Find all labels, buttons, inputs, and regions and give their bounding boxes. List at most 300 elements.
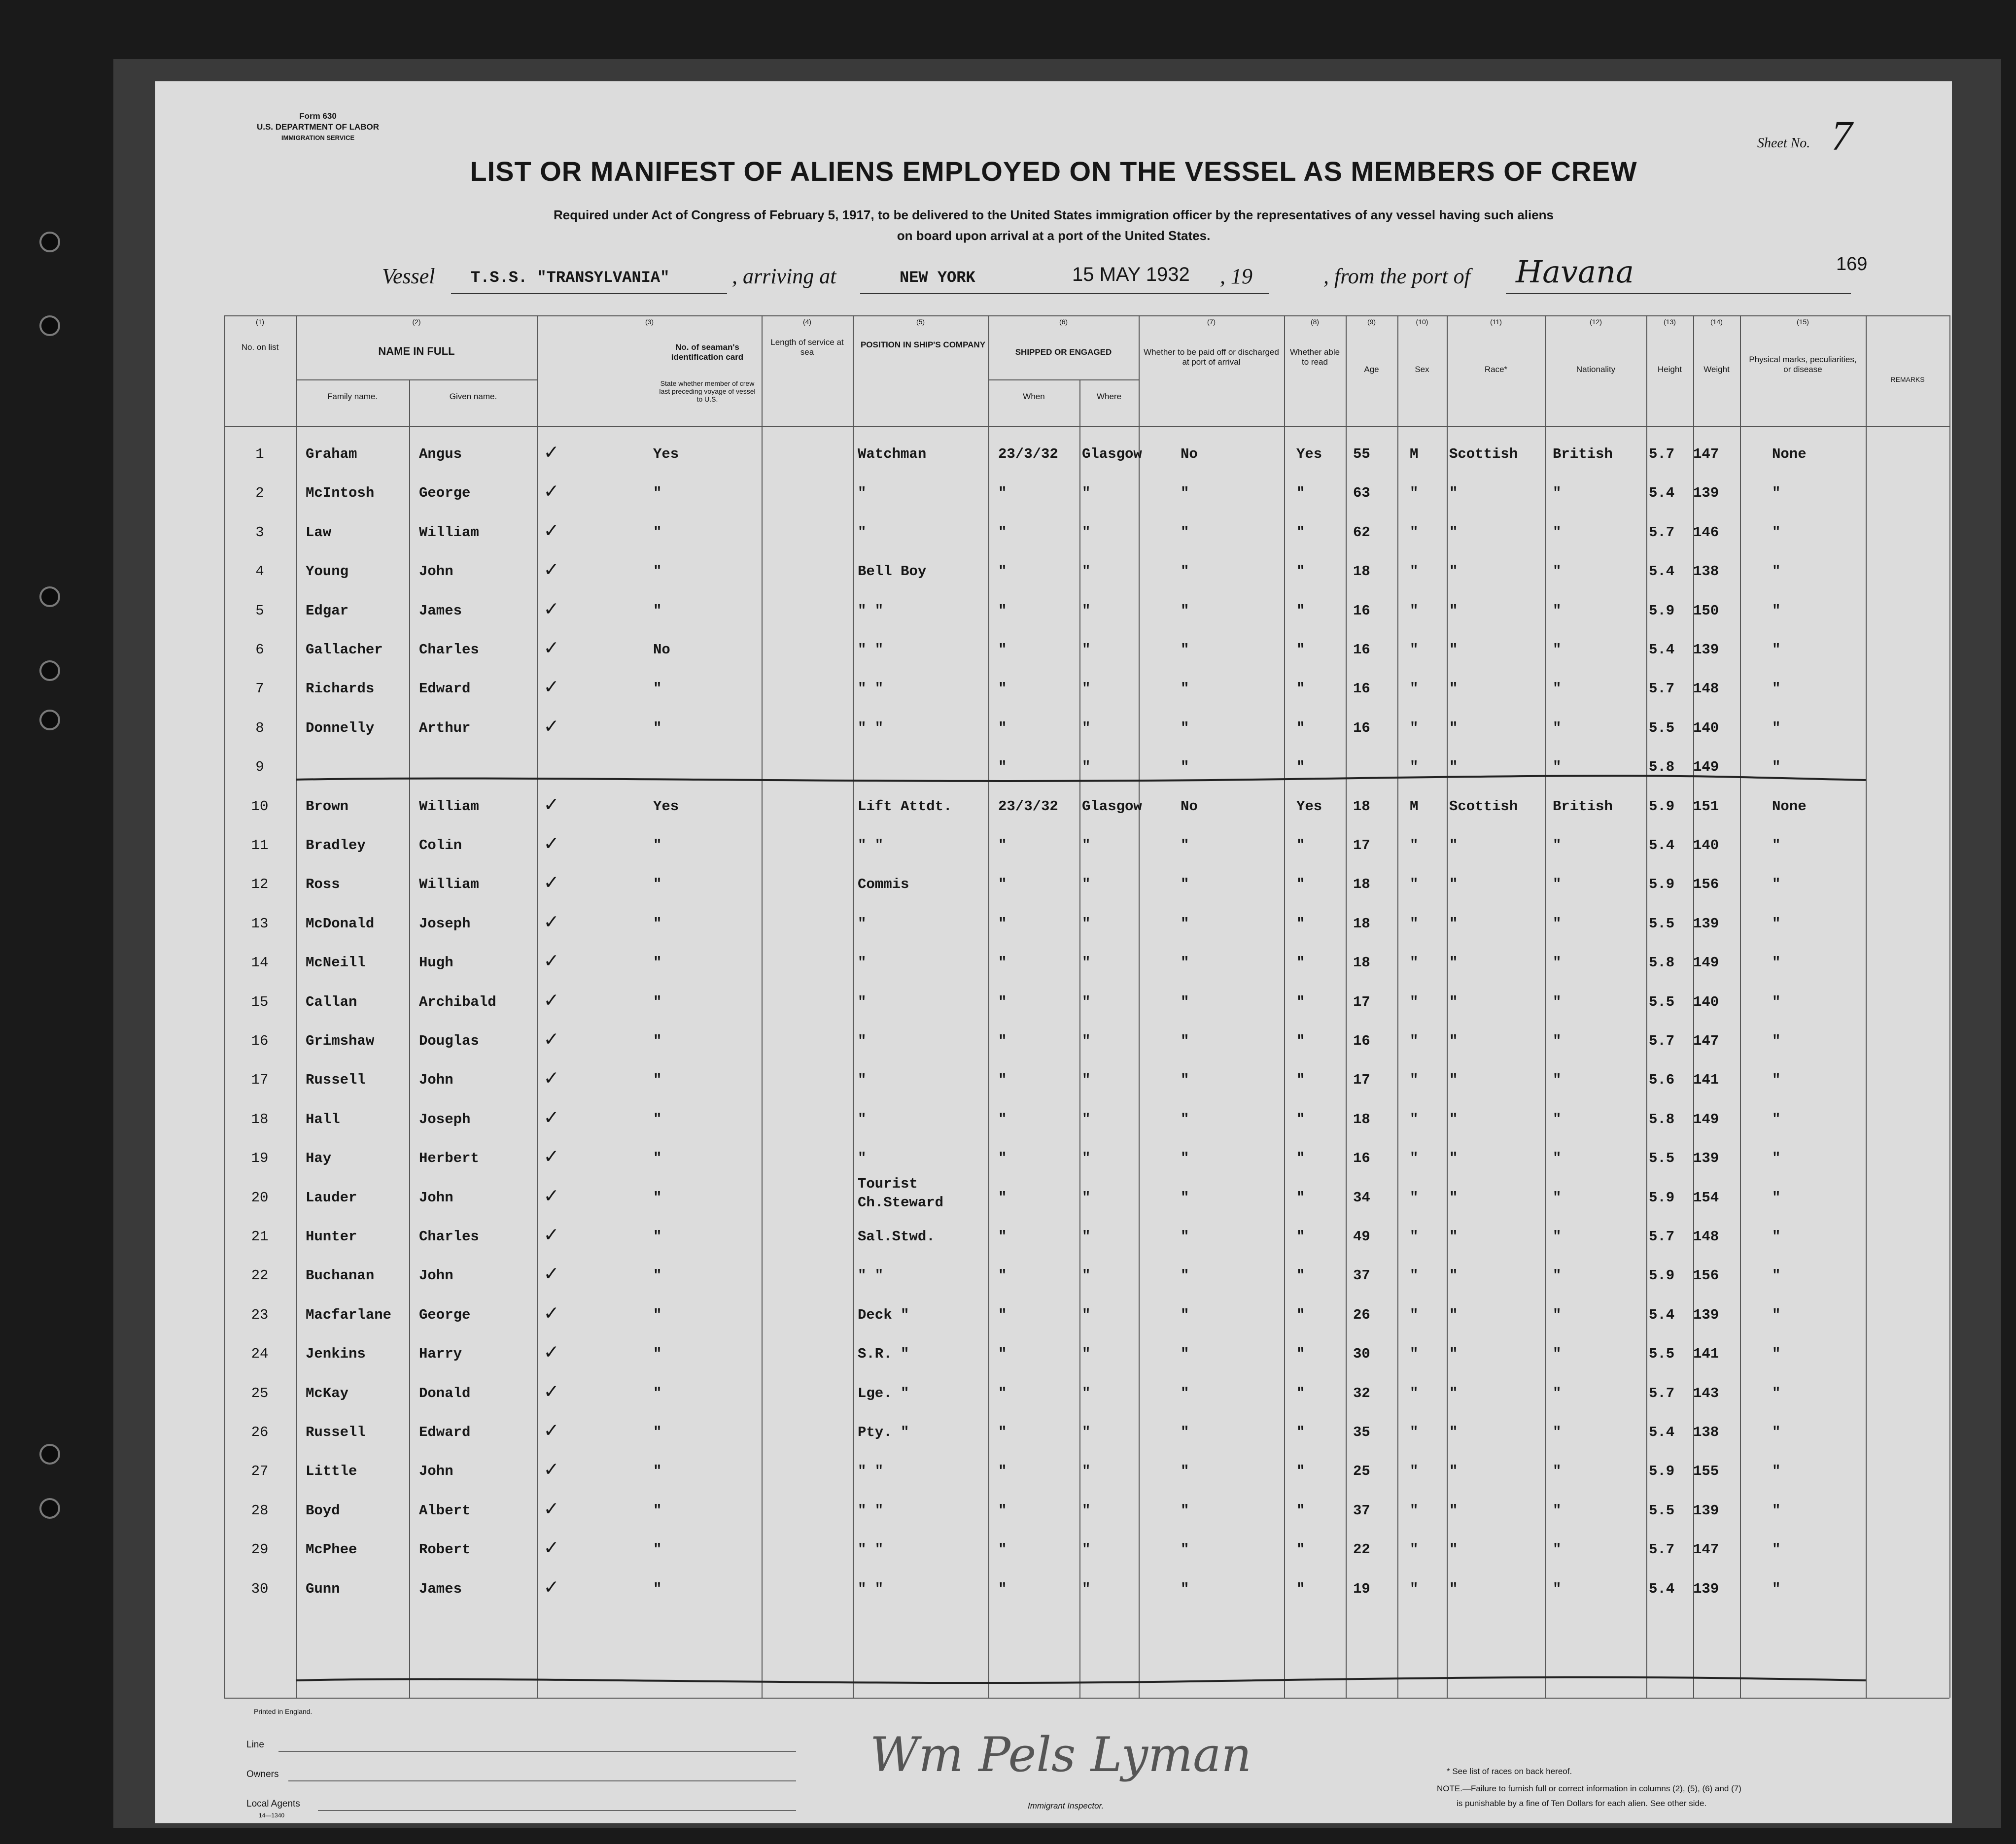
cell-nationality: "	[1553, 485, 1562, 502]
cell-given: Charles	[419, 642, 479, 658]
cell-height: 5.9	[1649, 602, 1675, 619]
check-mark-icon: ✓	[545, 832, 558, 857]
cell-race: "	[1449, 485, 1458, 502]
cell-id: "	[653, 1502, 662, 1519]
department: U.S. DEPARTMENT OF LABOR	[256, 122, 380, 132]
cell-weight: 149	[1693, 1111, 1719, 1127]
cell-sex: "	[1410, 1072, 1419, 1089]
cell-marks: "	[1772, 1306, 1781, 1323]
cell-height: 5.7	[1649, 1385, 1675, 1401]
cell-family: Gunn	[306, 1580, 340, 1597]
cell-sex: "	[1410, 915, 1419, 932]
cell-age: 18	[1353, 955, 1370, 971]
cell-weight: 148	[1693, 1229, 1719, 1245]
cell-weight: 148	[1693, 681, 1719, 697]
col12-num: (12)	[1590, 318, 1602, 326]
cell-given: Colin	[419, 837, 462, 854]
cell-height: 5.5	[1649, 1502, 1675, 1519]
cell-height: 5.8	[1649, 1111, 1675, 1127]
cell-position: " "	[858, 1580, 884, 1597]
line-label: Line	[246, 1740, 264, 1750]
cell-read: "	[1296, 1580, 1305, 1597]
cell-race: "	[1449, 1111, 1458, 1127]
cell-height: 5.4	[1649, 563, 1675, 580]
cell-marks: "	[1772, 1541, 1781, 1558]
cell-id: "	[653, 876, 662, 893]
col11-num: (11)	[1490, 318, 1502, 326]
cell-where: "	[1082, 602, 1091, 619]
cell-read: "	[1296, 1306, 1305, 1323]
cell-nationality: "	[1553, 602, 1562, 619]
cell-id: "	[653, 1229, 662, 1245]
row-number: 4	[255, 563, 264, 580]
cell-id: "	[653, 1541, 662, 1558]
cell-read: "	[1296, 719, 1305, 736]
cell-weight: 139	[1693, 1580, 1719, 1597]
cell-paid: No	[1181, 798, 1198, 815]
cell-when: "	[998, 524, 1007, 541]
row-number: 23	[251, 1306, 269, 1323]
cell-where: "	[1082, 1189, 1091, 1206]
col8-header: Whether able to read	[1289, 347, 1340, 367]
cell-marks: "	[1772, 1463, 1781, 1480]
col2-header: NAME IN FULL	[378, 345, 455, 357]
cell-sex: "	[1410, 524, 1419, 541]
cell-nationality: "	[1553, 837, 1562, 854]
cell-read: "	[1296, 1111, 1305, 1127]
cell-read: "	[1296, 1502, 1305, 1519]
cell-sex: "	[1410, 602, 1419, 619]
cell-sex: "	[1410, 837, 1419, 854]
cell-marks: "	[1772, 485, 1781, 502]
row-number: 24	[251, 1346, 269, 1363]
penalty-note-1: NOTE.—Failure to furnish full or correct information in columns (2), (5), (6) and (7)	[1437, 1784, 1741, 1793]
cell-nationality: "	[1553, 1346, 1562, 1363]
cell-height: 5.9	[1649, 876, 1675, 893]
cell-id: "	[653, 837, 662, 854]
cell-nationality: "	[1553, 759, 1562, 776]
cell-sex: "	[1410, 1502, 1419, 1519]
cell-paid: "	[1181, 1541, 1189, 1558]
col13-num: (13)	[1664, 318, 1676, 326]
cell-marks: "	[1772, 1189, 1781, 1206]
cell-id: "	[653, 719, 662, 736]
cell-age: 34	[1353, 1189, 1370, 1206]
cell-age: 17	[1353, 1072, 1370, 1089]
cell-sex: "	[1410, 876, 1419, 893]
cell-read: "	[1296, 1463, 1305, 1480]
cell-weight: 140	[1693, 837, 1719, 854]
col14-header: Weight	[1703, 365, 1730, 374]
cell-given: Charles	[419, 1229, 479, 1245]
cell-position: "	[858, 1072, 867, 1089]
cell-id: "	[653, 1072, 662, 1089]
cell-id: "	[653, 955, 662, 971]
check-mark-icon: ✓	[545, 558, 558, 583]
cell-when: "	[998, 1229, 1007, 1245]
cell-age: 16	[1353, 602, 1370, 619]
col1-header: No. on list	[241, 342, 279, 352]
cell-paid: "	[1181, 1033, 1189, 1049]
subtitle-line-1: Required under Act of Congress of February 5, 1917, to be delivered to the United States immigration officer by the representatives of any vessel having such aliens	[553, 207, 1554, 222]
col6-num: (6)	[1059, 318, 1068, 326]
cell-position: " "	[858, 1541, 884, 1558]
from-port: Havana	[1516, 254, 1634, 290]
row-number: 13	[251, 915, 269, 932]
cell-marks: "	[1772, 719, 1781, 736]
cell-when: "	[998, 1541, 1007, 1558]
check-mark-icon: ✓	[545, 1067, 558, 1092]
check-mark-icon: ✓	[545, 1224, 558, 1248]
cell-race: "	[1449, 1306, 1458, 1323]
row-number: 8	[255, 719, 264, 736]
races-note: * See list of races on back hereof.	[1447, 1767, 1572, 1776]
cell-where: Glasgow	[1082, 446, 1142, 462]
cell-paid: "	[1181, 993, 1189, 1010]
cell-height: 5.7	[1649, 1033, 1675, 1049]
cell-position: " "	[858, 1463, 884, 1480]
cell-nationality: "	[1553, 1189, 1562, 1206]
cell-where: "	[1082, 1424, 1091, 1440]
cell-when: "	[998, 563, 1007, 580]
col5-num: (5)	[916, 318, 925, 326]
cell-read: Yes	[1296, 798, 1322, 815]
cell-weight: 147	[1693, 1033, 1719, 1049]
cell-marks: "	[1772, 1502, 1781, 1519]
cell-family: McIntosh	[306, 485, 375, 502]
from-label: , from the port of	[1323, 264, 1470, 288]
cell-where: "	[1082, 1111, 1091, 1127]
cell-height: 5.5	[1649, 915, 1675, 932]
cell-id: "	[653, 1150, 662, 1167]
cell-when: "	[998, 1150, 1007, 1167]
subtitle-line-2: on board upon arrival at a port of the United States.	[897, 228, 1211, 243]
binder-hole	[39, 710, 60, 730]
penalty-note-2: is punishable by a fine of Ten Dollars for each alien. See other side.	[1457, 1799, 1707, 1808]
cell-weight: 147	[1693, 1541, 1719, 1558]
cell-height: 5.6	[1649, 1072, 1675, 1089]
remarks-header: REMARKS	[1890, 376, 1925, 383]
cell-race: "	[1449, 993, 1458, 1010]
cell-height: 5.5	[1649, 993, 1675, 1010]
row-number: 16	[251, 1033, 269, 1049]
cell-id: "	[653, 993, 662, 1010]
cell-sex: "	[1410, 1541, 1419, 1558]
cell-age: 18	[1353, 563, 1370, 580]
cell-height: 5.5	[1649, 719, 1675, 736]
cell-weight: 149	[1693, 955, 1719, 971]
cell-where: "	[1082, 1306, 1091, 1323]
cell-race: "	[1449, 1072, 1458, 1089]
cell-id: "	[653, 1267, 662, 1284]
cell-height: 5.4	[1649, 642, 1675, 658]
cell-when: "	[998, 1424, 1007, 1440]
check-mark-icon: ✓	[545, 441, 558, 466]
row-number: 2	[255, 485, 264, 502]
cell-id: "	[653, 563, 662, 580]
row-number: 5	[255, 602, 264, 619]
cell-where: "	[1082, 955, 1091, 971]
col8-num: (8)	[1310, 318, 1320, 326]
col13-header: Height	[1657, 365, 1682, 374]
cell-marks: "	[1772, 1385, 1781, 1401]
cell-weight: 139	[1693, 642, 1719, 658]
cell-paid: "	[1181, 602, 1189, 619]
cell-position: "	[858, 1150, 867, 1167]
cell-position: "	[858, 915, 867, 932]
cell-where: "	[1082, 876, 1091, 893]
cell-read: "	[1296, 1150, 1305, 1167]
cell-given: James	[419, 1580, 462, 1597]
check-mark-icon: ✓	[545, 519, 558, 544]
cell-weight: 151	[1693, 798, 1719, 815]
sheet-number: 7	[1831, 112, 1852, 159]
cell-read: "	[1296, 1189, 1305, 1206]
cell-family: McNeill	[306, 955, 366, 971]
cell-paid: "	[1181, 485, 1189, 502]
cell-nationality: "	[1553, 1541, 1562, 1558]
cell-paid: "	[1181, 1189, 1189, 1206]
cell-race: "	[1449, 876, 1458, 893]
arriving-label: , arriving at	[732, 264, 836, 288]
cell-id: "	[653, 915, 662, 932]
check-mark-icon: ✓	[545, 1145, 558, 1170]
check-mark-icon: ✓	[545, 1575, 558, 1601]
vessel-name: T.S.S. "TRANSYLVANIA"	[471, 269, 670, 287]
cell-marks: "	[1772, 876, 1781, 893]
cell-given: George	[419, 1306, 471, 1323]
cell-where: "	[1082, 837, 1091, 854]
cell-where: "	[1082, 1229, 1091, 1245]
cell-marks: "	[1772, 759, 1781, 776]
cell-paid: "	[1181, 1580, 1189, 1597]
sheet-label: Sheet No.	[1757, 136, 1810, 151]
cell-age: 17	[1353, 993, 1370, 1010]
col7-header: Whether to be paid off or discharged at port of arrival	[1144, 347, 1279, 367]
cell-marks: "	[1772, 837, 1781, 854]
cell-id: "	[653, 681, 662, 697]
cell-weight: 150	[1693, 602, 1719, 619]
line-underline	[278, 1751, 796, 1752]
service: IMMIGRATION SERVICE	[281, 134, 355, 141]
cell-nationality: "	[1553, 1502, 1562, 1519]
cell-height: 5.9	[1649, 798, 1675, 815]
cell-weight: 156	[1693, 1267, 1719, 1284]
cell-sex: "	[1410, 681, 1419, 697]
cell-given: John	[419, 1463, 453, 1480]
cell-age: 62	[1353, 524, 1370, 541]
cell-race: "	[1449, 1189, 1458, 1206]
cell-when: "	[998, 876, 1007, 893]
row-number: 9	[255, 759, 264, 776]
cell-id: No	[653, 642, 670, 658]
cell-read: "	[1296, 642, 1305, 658]
cell-race: "	[1449, 1150, 1458, 1167]
cell-given: Donald	[419, 1385, 471, 1401]
cell-nationality: "	[1553, 681, 1562, 697]
cell-where: "	[1082, 1346, 1091, 1363]
cell-sex: "	[1410, 1580, 1419, 1597]
row-number: 12	[251, 876, 269, 893]
arrival-port: NEW YORK	[900, 269, 975, 287]
cell-position: Deck "	[858, 1306, 909, 1323]
cell-sex: "	[1410, 1306, 1419, 1323]
cell-position: Commis	[858, 876, 909, 893]
cell-where: "	[1082, 915, 1091, 932]
cell-when: "	[998, 1033, 1007, 1049]
row-number: 7	[255, 681, 264, 697]
cell-position: Lge. "	[858, 1385, 909, 1401]
cell-position: "	[858, 993, 867, 1010]
cell-race: "	[1449, 759, 1458, 776]
cell-id: "	[653, 1111, 662, 1127]
cell-age: 25	[1353, 1463, 1370, 1480]
cell-read: "	[1296, 1346, 1305, 1363]
cell-weight: 138	[1693, 1424, 1719, 1440]
cell-sex: "	[1410, 1189, 1419, 1206]
col2-family: Family name.	[327, 392, 378, 401]
cell-age: 18	[1353, 876, 1370, 893]
cell-family: McDonald	[306, 915, 375, 932]
col15-num: (15)	[1797, 318, 1809, 326]
cell-height: 5.4	[1649, 485, 1675, 502]
cell-race: "	[1449, 1346, 1458, 1363]
cell-sex: "	[1410, 1111, 1419, 1127]
row-number: 18	[251, 1111, 269, 1127]
cell-family: Graham	[306, 446, 357, 462]
cell-family: Russell	[306, 1072, 366, 1089]
cell-marks: "	[1772, 642, 1781, 658]
cell-nationality: "	[1553, 955, 1562, 971]
strike-line-row30	[296, 1677, 1866, 1683]
cell-nationality: "	[1553, 1229, 1562, 1245]
row-number: 19	[251, 1150, 269, 1167]
cell-race: "	[1449, 719, 1458, 736]
col7-num: (7)	[1207, 318, 1216, 326]
cell-when: "	[998, 1267, 1007, 1284]
cell-paid: "	[1181, 642, 1189, 658]
col6-where: Where	[1096, 392, 1122, 401]
cell-race: "	[1449, 1502, 1458, 1519]
cell-family: Jenkins	[306, 1346, 366, 1363]
cell-when: "	[998, 1306, 1007, 1323]
check-mark-icon: ✓	[545, 597, 558, 622]
cell-family: Callan	[306, 993, 357, 1010]
cell-paid: "	[1181, 563, 1189, 580]
cell-nationality: "	[1553, 876, 1562, 893]
cell-where: "	[1082, 993, 1091, 1010]
cell-age: 19	[1353, 1580, 1370, 1597]
cell-read: "	[1296, 837, 1305, 854]
cell-sex: "	[1410, 1385, 1419, 1401]
cell-position: Bell Boy	[858, 563, 927, 580]
row-number: 25	[251, 1385, 269, 1401]
cell-family: Edgar	[306, 602, 349, 619]
cell-nationality: "	[1553, 1463, 1562, 1480]
col9-header: Age	[1364, 365, 1379, 374]
cell-age: 35	[1353, 1424, 1370, 1440]
cell-when: "	[998, 955, 1007, 971]
cell-given: Herbert	[419, 1150, 479, 1167]
form-number: Form 630	[299, 111, 337, 121]
cell-where: "	[1082, 485, 1091, 502]
date-stamp: 15 MAY 1932	[1072, 264, 1190, 285]
binder-hole	[39, 660, 60, 681]
cell-weight: 147	[1693, 446, 1719, 462]
cell-where: "	[1082, 642, 1091, 658]
cell-nationality: "	[1553, 1150, 1562, 1167]
cell-read: "	[1296, 524, 1305, 541]
cell-position: " "	[858, 1502, 884, 1519]
cell-age: 55	[1353, 446, 1370, 462]
cell-id: "	[653, 1424, 662, 1440]
cell-weight: 138	[1693, 563, 1719, 580]
col6-header: SHIPPED OR ENGAGED	[1015, 347, 1112, 357]
cell-paid: "	[1181, 1229, 1189, 1245]
cell-height: 5.5	[1649, 1150, 1675, 1167]
cell-nationality: "	[1553, 993, 1562, 1010]
row-number: 17	[251, 1072, 269, 1089]
cell-race: "	[1449, 1541, 1458, 1558]
cell-given: William	[419, 798, 479, 815]
cell-position: "	[858, 524, 867, 541]
cell-nationality: "	[1553, 524, 1562, 541]
check-mark-icon: ✓	[545, 950, 558, 975]
cell-race: "	[1449, 955, 1458, 971]
cell-family: Donnelly	[306, 719, 375, 736]
cell-where: "	[1082, 524, 1091, 541]
col10-header: Sex	[1415, 365, 1429, 374]
cell-weight: 139	[1693, 1502, 1719, 1519]
check-mark-icon: ✓	[545, 1106, 558, 1131]
cell-race: "	[1449, 524, 1458, 541]
cell-nationality: "	[1553, 1385, 1562, 1401]
cell-family: Ross	[306, 876, 340, 893]
cell-height: 5.8	[1649, 955, 1675, 971]
cell-race: "	[1449, 1463, 1458, 1480]
cell-id: "	[653, 1306, 662, 1323]
col10-num: (10)	[1416, 318, 1428, 326]
cell-when: "	[998, 993, 1007, 1010]
cell-sex: "	[1410, 759, 1419, 776]
cell-position: " "	[858, 719, 884, 736]
cell-marks: "	[1772, 1111, 1781, 1127]
cell-position: Pty. "	[858, 1424, 909, 1440]
cell-paid: "	[1181, 1072, 1189, 1089]
row-number: 15	[251, 993, 269, 1010]
cell-read: "	[1296, 1267, 1305, 1284]
cell-paid: "	[1181, 1150, 1189, 1167]
cell-height: 5.4	[1649, 1424, 1675, 1440]
cell-race: "	[1449, 642, 1458, 658]
cell-when: "	[998, 1385, 1007, 1401]
owners-label: Owners	[246, 1769, 279, 1779]
cell-read: "	[1296, 1424, 1305, 1440]
check-mark-icon: ✓	[545, 989, 558, 1014]
cell-given: Archibald	[419, 993, 496, 1010]
check-mark-icon: ✓	[545, 1380, 558, 1405]
cell-given: Hugh	[419, 955, 453, 971]
year-label: , 19	[1220, 264, 1252, 288]
cell-marks: "	[1772, 681, 1781, 697]
cell-position: Watchman	[858, 446, 927, 462]
printed-in: Printed in England.	[254, 1707, 313, 1715]
cell-age: 16	[1353, 1033, 1370, 1049]
cell-paid: No	[1181, 446, 1198, 462]
cell-read: "	[1296, 993, 1305, 1010]
check-mark-icon: ✓	[545, 1458, 558, 1483]
cell-nationality: British	[1553, 798, 1613, 815]
